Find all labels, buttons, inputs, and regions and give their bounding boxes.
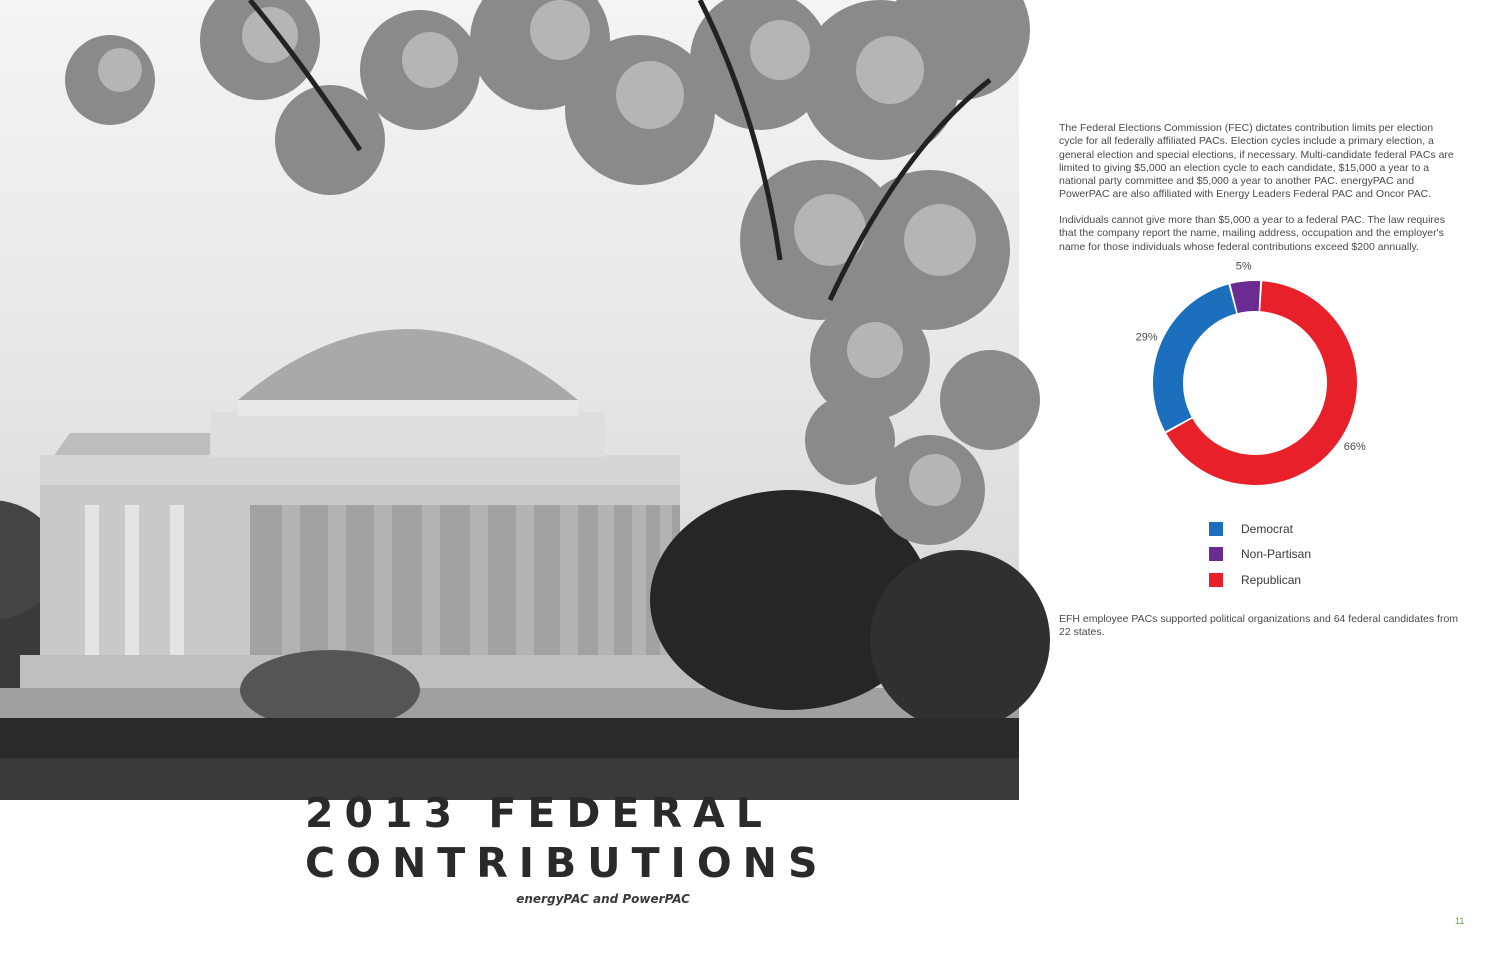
legend-swatch-non-partisan bbox=[1209, 547, 1223, 561]
legend-item-non-partisan bbox=[1209, 542, 1311, 568]
paragraph-candidates-supported: EFH employee PACs supported political organizations and 64 federal candidates from 22 states. bbox=[1059, 613, 1459, 639]
legend-swatch-republican bbox=[1209, 573, 1223, 587]
legend-label-democrat: Democrat bbox=[1241, 521, 1294, 536]
contributions-donut-chart bbox=[1130, 260, 1380, 485]
donut-label-non-partisan: 5% bbox=[1235, 260, 1252, 273]
donut-label-republican: 66% bbox=[1343, 441, 1366, 454]
page-number: 11 bbox=[1455, 916, 1465, 926]
paragraph-individual-limits: Individuals cannot give more than $5,000 a year to a federal PAC. The law requires that the company report the name, mailing address, occupation and the employer's name for those individuals whose federal contributions exceed $200 annually. bbox=[1059, 214, 1446, 253]
donut-label-democrat: 29% bbox=[1135, 331, 1158, 344]
donut-slice-democrat bbox=[1153, 285, 1236, 432]
page-subtitle: energyPAC and PowerPAC bbox=[516, 892, 690, 906]
chart-legend bbox=[1209, 516, 1311, 593]
title-line-2: CONTRIBUTIONS bbox=[305, 839, 829, 887]
legend-item-democrat bbox=[1209, 516, 1311, 542]
donut-slice-non-partisan bbox=[1230, 281, 1260, 313]
legend-swatch-democrat bbox=[1209, 522, 1223, 536]
legend-item-republican bbox=[1209, 567, 1311, 593]
paragraph-fec-limits: The Federal Elections Commission (FEC) dictates contribution limits per election cycle for all federally affiliated PACs. Election cycles include a primary election, a general election and special elections, if necessary. Multi-candidate federal PACs are limited to giving $5,000 an election cycle to each candidate, $15,000 a year to a national party committee and $5,000 a year to another PAC. energyPAC and PowerPAC are also affiliated with Energy Leaders Federal PAC and Oncor PAC. bbox=[1059, 122, 1454, 201]
page-title bbox=[305, 788, 829, 888]
title-line-1: 2013 FEDERAL bbox=[305, 789, 773, 837]
legend-label-non-partisan: Non-Partisan bbox=[1241, 547, 1312, 562]
legend-label-republican: Republican bbox=[1241, 572, 1302, 587]
